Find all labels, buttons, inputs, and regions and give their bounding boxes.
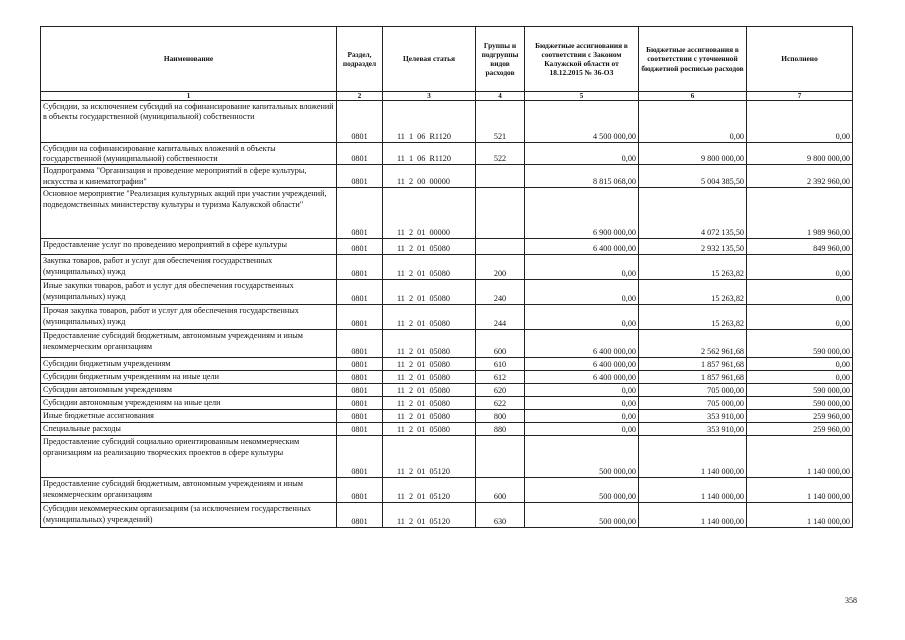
row-refined: 1 140 000,00 bbox=[639, 478, 747, 503]
row-name: Иные закупки товаров, работ и услуг для обеспечения государственных (муниципальных) нужд bbox=[41, 280, 337, 305]
row-target: 11 2 00 00000 bbox=[383, 165, 476, 188]
row-name: Субсидии автономным учреждениям на иные цели bbox=[41, 397, 337, 410]
row-group: 600 bbox=[476, 478, 525, 503]
page-number: 358 bbox=[845, 596, 857, 605]
row-name: Субсидии некоммерческим организациям (за исключением государственных (муниципальных) учреждений) bbox=[41, 503, 337, 528]
row-executed: 849 960,00 bbox=[747, 239, 853, 255]
row-budget: 0,00 bbox=[525, 410, 639, 423]
row-name: Предоставление субсидий социально ориентированным некоммерческим организациям на реализацию творческих проектов в сфере культуры bbox=[41, 436, 337, 478]
row-group: 244 bbox=[476, 305, 525, 330]
header-section: Раздел, подраздел bbox=[337, 27, 383, 92]
budget-report-page bbox=[40, 26, 853, 528]
row-section: 0801 bbox=[337, 478, 383, 503]
row-section: 0801 bbox=[337, 423, 383, 436]
row-executed: 259 960,00 bbox=[747, 423, 853, 436]
row-executed: 1 140 000,00 bbox=[747, 436, 853, 478]
row-budget: 6 400 000,00 bbox=[525, 371, 639, 384]
row-executed: 0,00 bbox=[747, 101, 853, 143]
row-refined: 5 004 385,50 bbox=[639, 165, 747, 188]
row-name: Субсидии автономным учреждениям bbox=[41, 384, 337, 397]
row-executed: 590 000,00 bbox=[747, 330, 853, 358]
row-name: Основное мероприятие "Реализация культурных акций при участии учреждений, подведомственных министерству культуры и туризма Калужской области" bbox=[41, 188, 337, 239]
row-target: 11 2 01 05080 bbox=[383, 255, 476, 280]
row-group bbox=[476, 436, 525, 478]
table-row bbox=[41, 371, 853, 384]
row-section: 0801 bbox=[337, 101, 383, 143]
row-budget: 4 500 000,00 bbox=[525, 101, 639, 143]
header-refined: Бюджетные ассигнования в соответствии с уточненной бюджетной росписью расходов bbox=[639, 27, 747, 92]
header-target: Целевая статья bbox=[383, 27, 476, 92]
row-budget: 500 000,00 bbox=[525, 436, 639, 478]
row-group: 610 bbox=[476, 358, 525, 371]
row-refined: 15 263,82 bbox=[639, 255, 747, 280]
row-group: 200 bbox=[476, 255, 525, 280]
row-budget: 500 000,00 bbox=[525, 478, 639, 503]
row-executed: 9 800 000,00 bbox=[747, 143, 853, 165]
row-name: Подпрограмма "Организация и проведение мероприятий в сфере культуры, искусства и кинематографии" bbox=[41, 165, 337, 188]
row-budget: 0,00 bbox=[525, 423, 639, 436]
row-executed: 2 392 960,00 bbox=[747, 165, 853, 188]
row-target: 11 2 01 05080 bbox=[383, 280, 476, 305]
row-refined: 1 140 000,00 bbox=[639, 436, 747, 478]
row-budget: 0,00 bbox=[525, 280, 639, 305]
row-group: 620 bbox=[476, 384, 525, 397]
table-row bbox=[41, 423, 853, 436]
row-name: Предоставление услуг по проведению мероприятий в сфере культуры bbox=[41, 239, 337, 255]
row-section: 0801 bbox=[337, 358, 383, 371]
row-budget: 0,00 bbox=[525, 384, 639, 397]
row-target: 11 2 01 05080 bbox=[383, 330, 476, 358]
row-target: 11 2 01 05080 bbox=[383, 384, 476, 397]
row-section: 0801 bbox=[337, 330, 383, 358]
row-target: 11 1 06 R1120 bbox=[383, 143, 476, 165]
row-budget: 6 900 000,00 bbox=[525, 188, 639, 239]
row-group: 612 bbox=[476, 371, 525, 384]
row-target: 11 2 01 05080 bbox=[383, 371, 476, 384]
row-target: 11 2 01 05080 bbox=[383, 423, 476, 436]
row-group bbox=[476, 165, 525, 188]
row-executed: 259 960,00 bbox=[747, 410, 853, 423]
row-name: Субсидии, за исключением субсидий на софинансирование капитальных вложений в объекты государственной (муниципальной) собственности bbox=[41, 101, 337, 143]
row-group: 240 bbox=[476, 280, 525, 305]
table-row bbox=[41, 503, 853, 528]
row-refined: 353 910,00 bbox=[639, 410, 747, 423]
table-row bbox=[41, 436, 853, 478]
row-refined: 353 910,00 bbox=[639, 423, 747, 436]
budget-table bbox=[40, 26, 853, 528]
row-executed: 0,00 bbox=[747, 280, 853, 305]
row-refined: 9 800 000,00 bbox=[639, 143, 747, 165]
col-number: 1 bbox=[41, 92, 337, 101]
row-refined: 4 072 135,50 bbox=[639, 188, 747, 239]
row-target: 11 2 01 05120 bbox=[383, 478, 476, 503]
row-refined: 2 932 135,50 bbox=[639, 239, 747, 255]
col-number: 5 bbox=[525, 92, 639, 101]
row-budget: 6 400 000,00 bbox=[525, 330, 639, 358]
table-row bbox=[41, 101, 853, 143]
row-name: Субсидии бюджетным учреждениям на иные цели bbox=[41, 371, 337, 384]
row-target: 11 2 01 05080 bbox=[383, 358, 476, 371]
column-number-row bbox=[41, 92, 853, 101]
row-group: 880 bbox=[476, 423, 525, 436]
row-executed: 0,00 bbox=[747, 358, 853, 371]
row-budget: 0,00 bbox=[525, 305, 639, 330]
row-group bbox=[476, 239, 525, 255]
row-section: 0801 bbox=[337, 384, 383, 397]
table-row bbox=[41, 330, 853, 358]
row-budget: 0,00 bbox=[525, 255, 639, 280]
table-row bbox=[41, 239, 853, 255]
row-section: 0801 bbox=[337, 255, 383, 280]
table-row bbox=[41, 410, 853, 423]
col-number: 4 bbox=[476, 92, 525, 101]
row-group: 630 bbox=[476, 503, 525, 528]
row-target: 11 2 01 05080 bbox=[383, 410, 476, 423]
row-target: 11 1 06 R1120 bbox=[383, 101, 476, 143]
row-group bbox=[476, 188, 525, 239]
row-executed: 0,00 bbox=[747, 305, 853, 330]
table-header-row bbox=[41, 27, 853, 92]
row-section: 0801 bbox=[337, 436, 383, 478]
row-executed: 590 000,00 bbox=[747, 397, 853, 410]
table-row bbox=[41, 143, 853, 165]
row-group: 622 bbox=[476, 397, 525, 410]
col-number: 3 bbox=[383, 92, 476, 101]
row-refined: 15 263,82 bbox=[639, 305, 747, 330]
table-row bbox=[41, 188, 853, 239]
row-refined: 705 000,00 bbox=[639, 397, 747, 410]
row-target: 11 2 01 05080 bbox=[383, 305, 476, 330]
header-group: Группы и подгруппы видов расходов bbox=[476, 27, 525, 92]
row-executed: 1 140 000,00 bbox=[747, 478, 853, 503]
row-group: 521 bbox=[476, 101, 525, 143]
row-section: 0801 bbox=[337, 305, 383, 330]
table-row bbox=[41, 384, 853, 397]
row-section: 0801 bbox=[337, 143, 383, 165]
row-name: Прочая закупка товаров, работ и услуг для обеспечения государственных (муниципальных) нужд bbox=[41, 305, 337, 330]
row-name: Субсидии на софинансирование капитальных вложений в объекты государственной (муниципальной) собственности bbox=[41, 143, 337, 165]
row-section: 0801 bbox=[337, 188, 383, 239]
header-budget: Бюджетные ассигнования в соответствии с Законом Калужской области от 18.12.2015 № 36-ОЗ bbox=[525, 27, 639, 92]
row-refined: 2 562 961,68 bbox=[639, 330, 747, 358]
col-number: 7 bbox=[747, 92, 853, 101]
row-name: Специальные расходы bbox=[41, 423, 337, 436]
row-refined: 1 140 000,00 bbox=[639, 503, 747, 528]
col-number: 2 bbox=[337, 92, 383, 101]
row-budget: 6 400 000,00 bbox=[525, 358, 639, 371]
row-executed: 590 000,00 bbox=[747, 384, 853, 397]
row-executed: 1 140 000,00 bbox=[747, 503, 853, 528]
table-row bbox=[41, 397, 853, 410]
row-group: 800 bbox=[476, 410, 525, 423]
row-name: Предоставление субсидий бюджетным, автономным учреждениям и иным некоммерческим организациям bbox=[41, 478, 337, 503]
row-section: 0801 bbox=[337, 503, 383, 528]
row-section: 0801 bbox=[337, 397, 383, 410]
table-row bbox=[41, 255, 853, 280]
row-target: 11 2 01 00000 bbox=[383, 188, 476, 239]
row-target: 11 2 01 05080 bbox=[383, 239, 476, 255]
row-budget: 6 400 000,00 bbox=[525, 239, 639, 255]
row-budget: 8 815 068,00 bbox=[525, 165, 639, 188]
row-target: 11 2 01 05120 bbox=[383, 503, 476, 528]
row-target: 11 2 01 05120 bbox=[383, 436, 476, 478]
header-name: Наименование bbox=[41, 27, 337, 92]
row-executed: 0,00 bbox=[747, 371, 853, 384]
row-section: 0801 bbox=[337, 239, 383, 255]
row-refined: 1 857 961,68 bbox=[639, 371, 747, 384]
col-number: 6 bbox=[639, 92, 747, 101]
row-section: 0801 bbox=[337, 410, 383, 423]
table-row bbox=[41, 305, 853, 330]
row-refined: 705 000,00 bbox=[639, 384, 747, 397]
row-name: Иные бюджетные ассигнования bbox=[41, 410, 337, 423]
table-row bbox=[41, 358, 853, 371]
row-name: Предоставление субсидий бюджетным, автономным учреждениям и иным некоммерческим организациям bbox=[41, 330, 337, 358]
row-group: 600 bbox=[476, 330, 525, 358]
row-refined: 15 263,82 bbox=[639, 280, 747, 305]
row-executed: 0,00 bbox=[747, 255, 853, 280]
row-budget: 0,00 bbox=[525, 143, 639, 165]
row-name: Субсидии бюджетным учреждениям bbox=[41, 358, 337, 371]
row-executed: 1 989 960,00 bbox=[747, 188, 853, 239]
row-target: 11 2 01 05080 bbox=[383, 397, 476, 410]
row-section: 0801 bbox=[337, 371, 383, 384]
row-group: 522 bbox=[476, 143, 525, 165]
row-budget: 0,00 bbox=[525, 397, 639, 410]
row-section: 0801 bbox=[337, 165, 383, 188]
row-refined: 0,00 bbox=[639, 101, 747, 143]
row-budget: 500 000,00 bbox=[525, 503, 639, 528]
table-row bbox=[41, 478, 853, 503]
table-row bbox=[41, 165, 853, 188]
row-refined: 1 857 961,68 bbox=[639, 358, 747, 371]
table-row bbox=[41, 280, 853, 305]
header-executed: Исполнено bbox=[747, 27, 853, 92]
row-section: 0801 bbox=[337, 280, 383, 305]
row-name: Закупка товаров, работ и услуг для обеспечения государственных (муниципальных) нужд bbox=[41, 255, 337, 280]
